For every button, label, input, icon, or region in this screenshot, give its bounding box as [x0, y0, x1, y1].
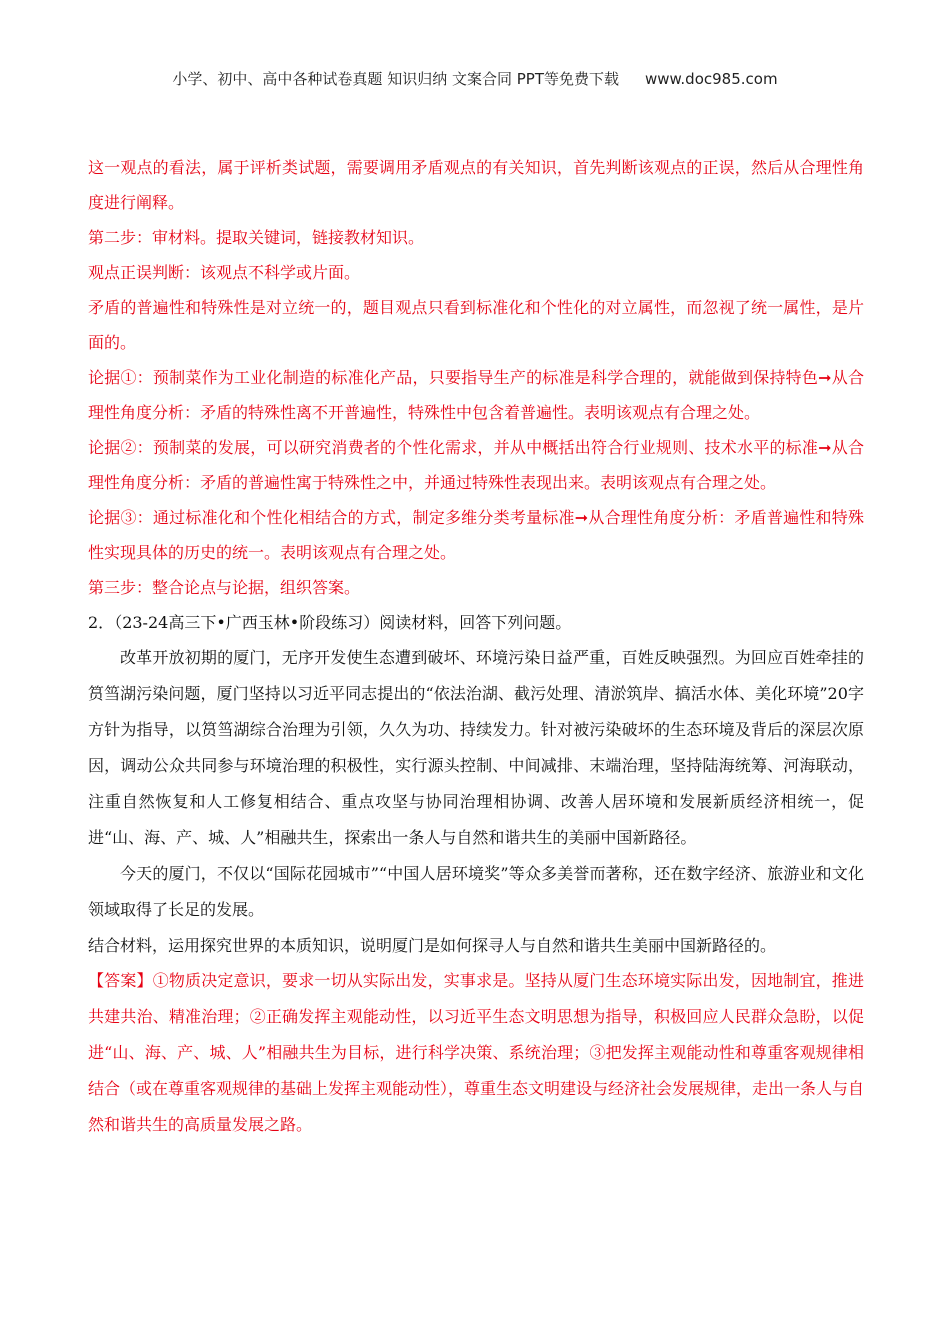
document-body — [88, 150, 864, 1143]
question-task: 结合材料，运用探究世界的本质知识，说明厦门是如何探寻人与自然和谐共生美丽中国新路径的。 — [88, 936, 777, 955]
material-paragraph-2: 今天的厦门，不仅以“国际花园城市”“中国人居环境奖”等众多美誉而著称，还在数字经济、旅游业和文化领域取得了长足的发展。 — [88, 864, 864, 919]
answer-text: ①物质决定意识，要求一切从实际出发，实事求是。坚持从厦门生态环境实际出发，因地制宜，推进共建共治、精准治理；②正确发挥主观能动性，以习近平生态文明思想为指导，积极回应人民群众急盼，以促进“山、海、产、城、人”相融共生为目标，进行科学决策、系统治理；③把发挥主观能动性和尊重客观规律相结合（或在尊重客观规律的基础上发挥主观能动性），尊重生态文明建设与经济社会发展规律，走出一条人与自然和谐共生的高质量发展之路。 — [88, 971, 865, 1134]
analysis-step2: 第二步：审材料。提取关键词，链接教材知识。 — [88, 228, 425, 247]
answer-tag: 【答案】 — [88, 971, 153, 990]
page-header — [0, 68, 950, 89]
question-source: （23-24高三下•广西玉林•阶段练习） — [114, 613, 380, 632]
analysis-step3: 第三步：整合论点与论据，组织答案。 — [88, 578, 361, 597]
question-prompt: 阅读材料，回答下列问题。 — [379, 613, 572, 632]
answer-block — [88, 963, 864, 1143]
header-url[interactable]: www.doc985.com — [644, 70, 778, 88]
analysis-reason: 矛盾的普遍性和特殊性是对立统一的，题目观点只看到标准化和个性化的对立属性，而忽视了统一属性，是片面的。 — [88, 298, 864, 352]
analysis-evidence-3: 论据③：通过标准化和个性化相结合的方式，制定多维分类考量标准➞从合理性角度分析：矛盾普遍性和特殊性实现具体的历史的统一。表明该观点有合理之处。 — [88, 508, 864, 562]
analysis-intro: 这一观点的看法，属于评析类试题，需要调用矛盾观点的有关知识，首先判断该观点的正误，然后从合理性角度进行阐释。 — [88, 158, 864, 212]
header-text: 小学、初中、高中各种试卷真题 知识归纳 文案合同 PPT等免费下载 — [172, 70, 619, 88]
material-paragraph-1: 改革开放初期的厦门，无序开发使生态遭到破坏、环境污染日益严重，百姓反映强烈。为回应百姓牵挂的筼筜湖污染问题，厦门坚持以习近平同志提出的“依法治湖、截污处理、清淤筑岸、搞活水体、美化环境”20字方针为指导，以筼筜湖综合治理为引领，久久为功、持续发力。针对被污染破坏的生态环境及背后的深层次原因，调动公众共同参与环境治理的积极性，实行源头控制、中间减排、末端治理，坚持陆海统筹、河海联动，注重自然恢复和人工修复相结合、重点攻坚与协同治理相协调、改善人居环境和发展新质经济相统一，促进“山、海、产、城、人”相融共生，探索出一条人与自然和谐共生的美丽中国新路径。 — [88, 648, 864, 847]
question-2-heading — [88, 605, 864, 640]
question-number: 2． — [88, 613, 115, 632]
analysis-evidence-1: 论据①：预制菜作为工业化制造的标准化产品，只要指导生产的标准是科学合理的，就能做到保持特色➞从合理性角度分析：矛盾的特殊性离不开普遍性，特殊性中包含着普遍性。表明该观点有合理之处。 — [88, 368, 864, 422]
analysis-evidence-2: 论据②：预制菜的发展，可以研究消费者的个性化需求，并从中概括出符合行业规则、技术水平的标准➞从合理性角度分析：矛盾的普遍性寓于特殊性之中，并通过特殊性表现出来。表明该观点有合理之处。 — [88, 438, 864, 492]
analysis-judgement: 观点正误判断：该观点不科学或片面。 — [88, 263, 361, 282]
